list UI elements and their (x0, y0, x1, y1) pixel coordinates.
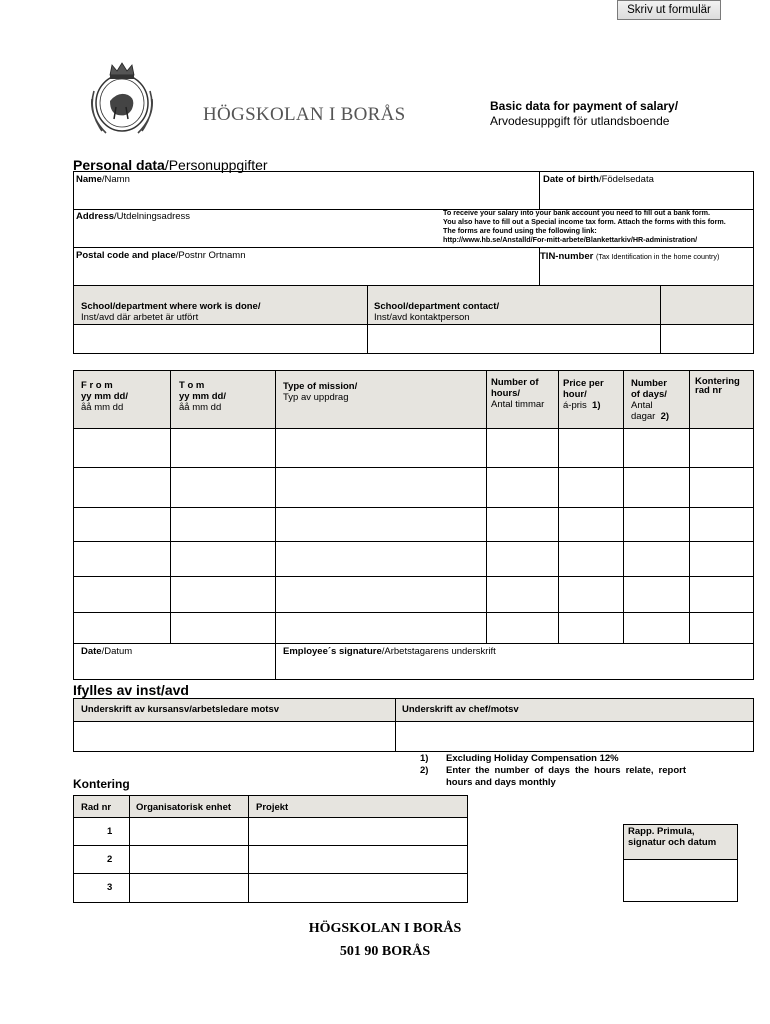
col-hours-header: Number of hours/ Antal timmar (491, 377, 545, 410)
title-line-1: Basic data for payment of salary/ (490, 99, 679, 113)
title-line-2: Arvodesuppgift för utlandsboende (490, 114, 670, 128)
form-title (490, 99, 678, 129)
mission-row[interactable] (74, 429, 753, 467)
kontering-row[interactable] (130, 846, 467, 873)
mission-row[interactable] (74, 577, 753, 612)
col-days-header: Number of days/ Antal dagar 2) (631, 378, 670, 422)
col-price-header: Price per hour/ á-pris 1) (563, 378, 604, 411)
col-tom-header: T o m yy mm dd/ åå mm dd (179, 380, 226, 413)
employee-signature-label: Employee´s signature/Arbetstagarens underskrift (283, 646, 496, 657)
dob-input[interactable] (540, 186, 753, 208)
ifylles-col1-header: Underskrift av kursansv/arbetsledare motsv (81, 704, 280, 715)
org-heading: HÖGSKOLAN I BORÅS (203, 104, 406, 125)
rapp-primula-label: Rapp. Primula, signatur och datum (628, 826, 717, 848)
kontering-row[interactable] (130, 818, 467, 845)
bank-form-note: To receive your salary into your bank account you need to fill out a bank form. You also have to fill out a Special income tax form. Attach the forms with this form. The forms are found using the following link: http://www.hb.se/Anstalld/For-mitt-arbete/Blankettarkiv/HR-administration/ (443, 208, 755, 244)
section-ifylles: Ifylles av inst/avd (73, 682, 189, 698)
supervisor-signature-input[interactable] (74, 722, 394, 751)
postal-label: Postal code and place/Postnr Ortnamn (76, 250, 246, 261)
col-kontering-header: Kontering rad nr (695, 376, 740, 396)
postal-input[interactable] (74, 262, 538, 284)
date-input[interactable] (74, 657, 274, 679)
footer-postal: 501 90 BORÅS (339, 944, 431, 959)
tin-input[interactable] (540, 263, 753, 284)
name-input[interactable] (74, 186, 538, 208)
col-from-header: F r o m yy mm dd/ åå mm dd (81, 380, 128, 413)
section-personal-rest: /Personuppgifter (164, 157, 268, 173)
kontering-row-number: 1 (107, 826, 113, 837)
date-label: Date/Datum (81, 646, 133, 657)
kontering-row-number: 3 (107, 882, 113, 893)
address-input[interactable] (74, 223, 434, 246)
dob-label: Date of birth/Födelsedata (543, 174, 654, 185)
col-type-header: Type of mission/ Typ av uppdrag (283, 381, 358, 403)
tin-label: TIN-number (Tax Identification in the home country) (540, 251, 720, 262)
kontering-row[interactable] (130, 874, 467, 902)
print-form-button[interactable]: Skriv ut formulär (617, 0, 721, 20)
footer-address (0, 917, 770, 963)
kontering-header-rad: Rad nr (81, 802, 112, 813)
kontering-header-enhet: Organisatorisk enhet (136, 802, 232, 813)
footnote-1: 1) Excluding Holiday Compensation 12% (420, 753, 619, 764)
university-seal-logo (80, 61, 164, 137)
hr-admin-link[interactable]: http://www.hb.se/Anstalld/For-mitt-arbete/Blankettarkiv/HR-administration/ (443, 235, 698, 244)
kontering-header-projekt: Projekt (256, 802, 289, 813)
school-label: School/department where work is done/ Inst/avd där arbetet är utfört (81, 301, 261, 323)
mission-row[interactable] (74, 542, 753, 576)
name-label: Name/Namn (76, 174, 130, 185)
manager-signature-input[interactable] (396, 722, 753, 751)
section-kontering: Kontering (73, 777, 130, 791)
footer-org: HÖGSKOLAN I BORÅS (308, 921, 462, 936)
school-input[interactable] (74, 325, 366, 353)
rapp-primula-input[interactable] (624, 860, 737, 901)
contact-label: School/department contact/ Inst/avd kontaktperson (374, 301, 500, 323)
footnotes (420, 753, 686, 789)
ifylles-col2-header: Underskrift av chef/motsv (402, 704, 519, 715)
mission-row[interactable] (74, 508, 753, 541)
employee-signature-input[interactable] (276, 657, 753, 679)
kontering-row-number: 2 (107, 854, 113, 865)
mission-row[interactable] (74, 613, 753, 643)
section-personal-bold: Personal data (73, 157, 165, 173)
mission-row[interactable] (74, 468, 753, 507)
footnote-2: 2) Enter the number of days the hours relate, report hours and days monthly (420, 765, 686, 788)
contact-input[interactable] (368, 325, 659, 353)
address-label: Address/Utdelningsadress (76, 211, 191, 222)
